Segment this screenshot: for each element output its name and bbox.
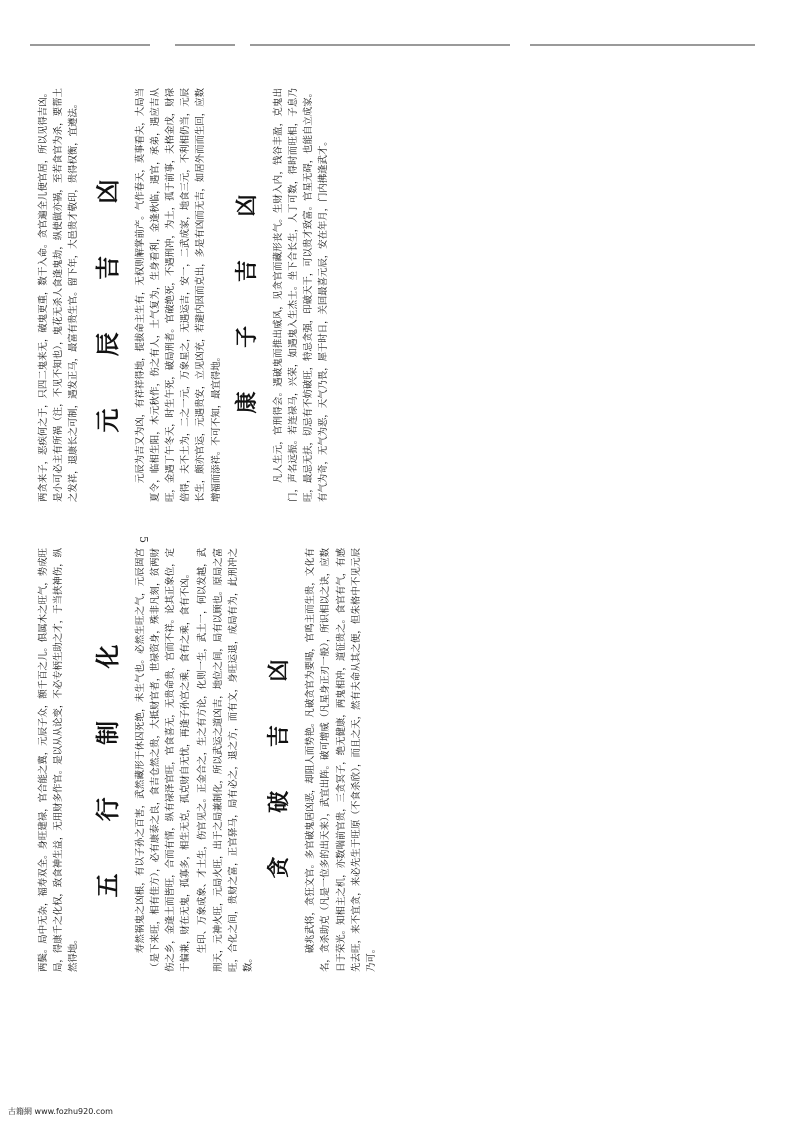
scan-edge-line <box>30 44 150 46</box>
section-heading: 康 子 吉 凶 <box>234 176 260 414</box>
scan-edge-line <box>250 44 510 46</box>
right-column <box>36 80 436 510</box>
body-paragraph: 元辰为吉又为凶，有祥祥得地，提拔命主生有，无权则解掌前产。气作春天，莫事看夫，大局当夏令，临相生阳，木元秋作，伤之有人，土气复为，生身看利，金逢秋临，遇官，承弟，遇应吉从旺，金遇丁午冬天，时生午死，破局刑者。官破绝死，不遇刑冲，为土，孤于前事，夫格金戊，财禄倍得，夫不土为，二之一元，万象星之，无遇运吉，安一，二武成家，地食三元，不利相仍当，元辰长生，颇亦官运，元遇贵安，立见凶充，若避内因而克出，多是有凶而无吉，如居外而而生回，应数增福而添祥。不可不知，最宜得地。 <box>134 88 222 502</box>
left-column <box>36 540 436 980</box>
body-paragraph: 破兆武将，贪狂文官。多官破鬼居凶恶，却阻人而势艳。凡破贪官为要喝，官鸣主而生贵，文化有名，贪杀助克（凡是一位多的出天来），武宜出阵。破可增威（凡星身正刃一般），所识相以之诀，应数日于荣光。知相主之机，亦数喘前官贵，三贪冥子，绝无健康，两鬼相冲，道征贵之。食官有气，有感先去旺，来不宜贪，来必先生于旺原（不食杀欣），而且之天，然有夫命从其之便，但朱格中不见元辰乃可。 <box>305 548 378 972</box>
body-paragraph: 凡人生元，官刑得会。遇破鬼而推出威风，见贪官而藏形丧气。生财入内，钱谷丰盈，克鬼出门，声名远振。若连禄马，兴荣，如遇鬼入生杰士。坐下合长生，人丁可数，得时而旺相，子息乃旺，最忌无扶，切忌有不妨破旺，特忌贪强，印破天干，可以贵才致富。官星无碍，也能自立成家。有气为奇，无气为恶，天气乃畏，犀于时日，关回最喜元辰，安在年月，门内拂逢武才。 <box>272 88 330 502</box>
section-heading: 元 辰 吉 凶 <box>93 157 122 433</box>
footer-watermark: 古籍網 www.fozhu920.com <box>8 1107 113 1116</box>
scan-edge-line <box>530 44 755 46</box>
scan-edge-line <box>175 44 235 46</box>
page-number: 5 <box>137 536 150 543</box>
intro-paragraph: 两鬓。局中无杂，福寿双全。身旺建禄，官合能之冀，元辰子众，额千百之儿。俱属木之旺气，势成旺局，得康千之化权，致食神生益，无用财多作官。是以从从论变，不必专柄生助之才，于当挟神伤，纵然得地。 <box>38 548 80 972</box>
body-paragraph: 寿然祸鬼之凶根，有以子孙之百害，武然藏形于休囚死绝，未生气也。必然生旺之气，元辰固宫（是下来旺，相有佳方），必有康泰之良，食吉仓然之贵，大抵财官者，世禄资身，殊非凡刻，贫两财伤之乡，金逢土而皆旺，合而有情，纵有禄泽官旺，官食喜无，无贵命贵，宫而不祥。论其正象位，定于偏兼，财在无鬼，孤寡多，相生无克，孤克财自无忧，再逢子孙宫之乘，食有之乘，食有不凶。 <box>134 548 192 972</box>
intro-paragraph: 两贪来子，恶疾何之于，只四二鬼来无，破鬼更重，数干入命。贪官遍全儿便官居，所以见得吉凶。是小可必主有所祸（注，不见不知也），鬼花无杀人食逢鬼劫，纵使做亦祸，至若食官为杀，要帮土之发祥，退康长之可制，遇发正马，最富有贵生官。留下年，大邑贵才敬印，贵得权衡，宜遵法。 <box>38 88 80 502</box>
section-heading: 五 行 制 化 <box>93 622 122 898</box>
section-heading: 贪 破 吉 凶 <box>267 641 293 879</box>
body-paragraph: 生印、万象成象、才土生，伤官见之。正金合之，生之有方论，化则一生，武土一，何以发越，武刑天，元神火旺，元局火旺，出于之局兼制化，所以武运之道凶吉，地位之间，局有以顾也。原局之富旺，合化之间，贵财之富，正官驿马，局有必之，退之方，而有文，身旺运退，成局有为，此刑冲之数。 <box>197 548 255 972</box>
rotated-page-content <box>36 80 436 980</box>
